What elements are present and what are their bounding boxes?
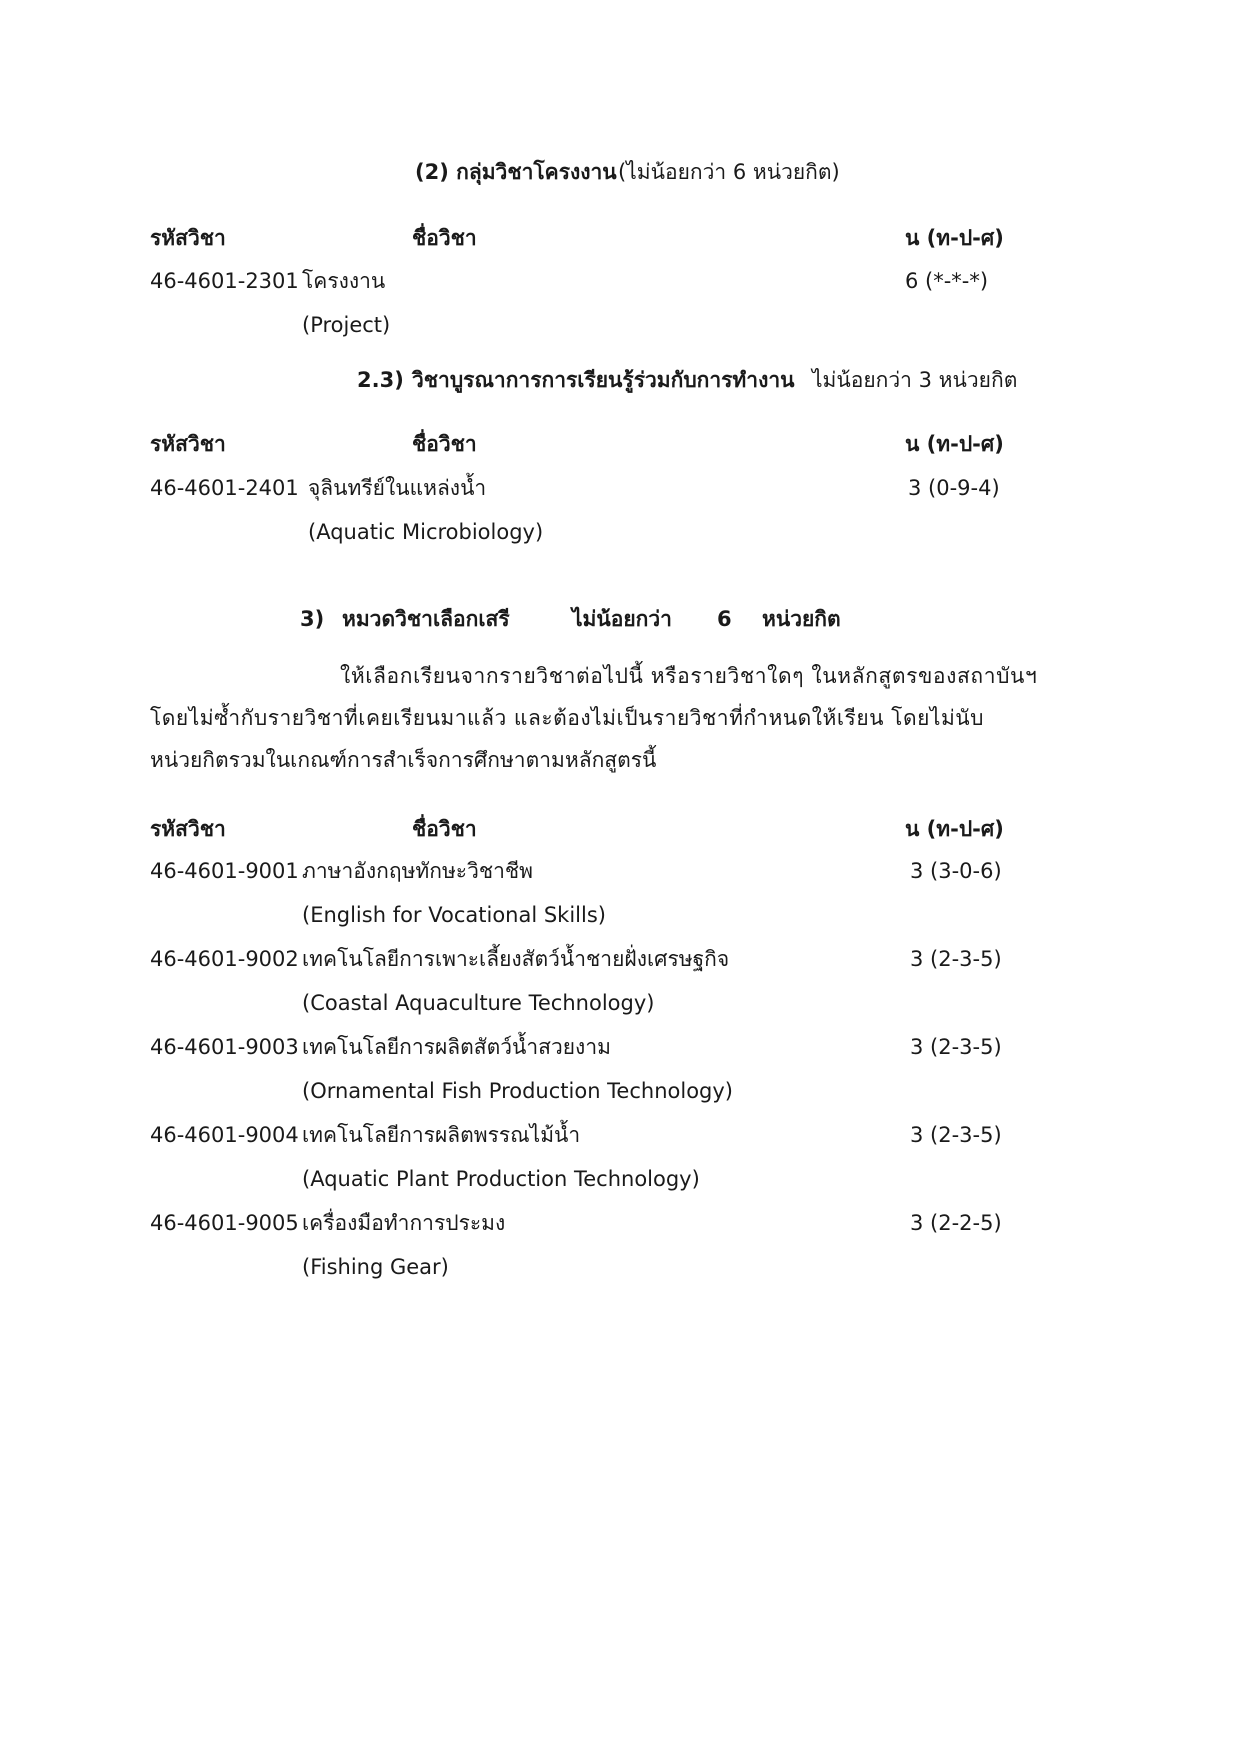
course-code: 46-4601-9004 xyxy=(150,1123,299,1147)
paragraph-line: หน่วยกิตรวมในเกณฑ์การสำเร็จการศึกษาตามหลักสูตรนี้ xyxy=(150,748,657,772)
course-code: 46-4601-2301 xyxy=(150,269,299,293)
course-name-th: เครื่องมือทำการประมง xyxy=(302,1211,506,1235)
course-credit: 3 (3-0-6) xyxy=(910,859,1002,883)
course-name-th: เทคโนโลยีการเพาะเลี้ยงสัตว์น้ำชายฝั่งเศรษฐกิจ xyxy=(302,947,730,971)
column-header-code: รหัสวิชา xyxy=(150,226,226,250)
column-header-code: รหัสวิชา xyxy=(150,432,226,456)
course-name-th: ภาษาอังกฤษทักษะวิชาชีพ xyxy=(302,859,534,883)
column-header-code: รหัสวิชา xyxy=(150,817,226,841)
section-note-2-3: ไม่น้อยกว่า 3 หน่วยกิต xyxy=(812,368,1018,392)
column-header-name: ชื่อวิชา xyxy=(412,817,477,841)
course-code: 46-4601-9003 xyxy=(150,1035,299,1059)
course-name-en: (Coastal Aquaculture Technology) xyxy=(302,991,655,1015)
course-code: 46-4601-9002 xyxy=(150,947,299,971)
section-number-2-3: 2.3) xyxy=(357,368,404,392)
section-number-3: 3) xyxy=(300,607,325,631)
paragraph-line: ให้เลือกเรียนจากรายวิชาต่อไปนี้ หรือรายวิชาใดๆ ในหลักสูตรของสถาบันฯ xyxy=(340,664,1038,688)
course-code: 46-4601-2401 xyxy=(150,476,299,500)
column-header-name: ชื่อวิชา xyxy=(412,432,477,456)
paragraph-line: โดยไม่ซ้ำกับรายวิชาที่เคยเรียนมาแล้ว และต้องไม่เป็นรายวิชาที่กำหนดให้เรียน โดยไม่นับ xyxy=(150,706,984,730)
section-unit-3: หน่วยกิต xyxy=(762,607,841,631)
course-credit: 3 (2-3-5) xyxy=(910,1035,1002,1059)
course-credit: 3 (0-9-4) xyxy=(908,476,1000,500)
course-code: 46-4601-9005 xyxy=(150,1211,299,1235)
section-title-2-3: วิชาบูรณาการการเรียนรู้ร่วมกับการทำงาน xyxy=(412,368,795,392)
section-note-project-group: (ไม่น้อยกว่า 6 หน่วยกิต) xyxy=(618,160,840,184)
column-header-credit: น (ท-ป-ศ) xyxy=(905,817,1004,841)
section-min-3: ไม่น้อยกว่า xyxy=(572,607,672,631)
course-credit: 3 (2-2-5) xyxy=(910,1211,1002,1235)
column-header-credit: น (ท-ป-ศ) xyxy=(905,226,1004,250)
course-credit: 3 (2-3-5) xyxy=(910,1123,1002,1147)
course-name-en: (Project) xyxy=(302,313,391,337)
course-name-en: (Aquatic Plant Production Technology) xyxy=(302,1167,700,1191)
section-heading-project-group: (2) กลุ่มวิชาโครงงาน xyxy=(415,160,617,184)
course-name-th: โครงงาน xyxy=(302,269,386,293)
section-credits-3: 6 xyxy=(717,607,732,631)
course-name-en: (Fishing Gear) xyxy=(302,1255,449,1279)
column-header-credit: น (ท-ป-ศ) xyxy=(905,432,1004,456)
course-name-en: (Aquatic Microbiology) xyxy=(308,520,544,544)
section-title-3: หมวดวิชาเลือกเสรี xyxy=(342,607,510,631)
course-name-en: (Ornamental Fish Production Technology) xyxy=(302,1079,734,1103)
course-name-en: (English for Vocational Skills) xyxy=(302,903,606,927)
course-code: 46-4601-9001 xyxy=(150,859,299,883)
course-credit: 3 (2-3-5) xyxy=(910,947,1002,971)
course-name-th: เทคโนโลยีการผลิตพรรณไม้น้ำ xyxy=(302,1123,581,1147)
course-credit: 6 (*-*-*) xyxy=(905,269,989,293)
column-header-name: ชื่อวิชา xyxy=(412,226,477,250)
course-name-th: จุลินทรีย์ในแหล่งน้ำ xyxy=(308,476,487,500)
course-name-th: เทคโนโลยีการผลิตสัตว์น้ำสวยงาม xyxy=(302,1035,611,1059)
